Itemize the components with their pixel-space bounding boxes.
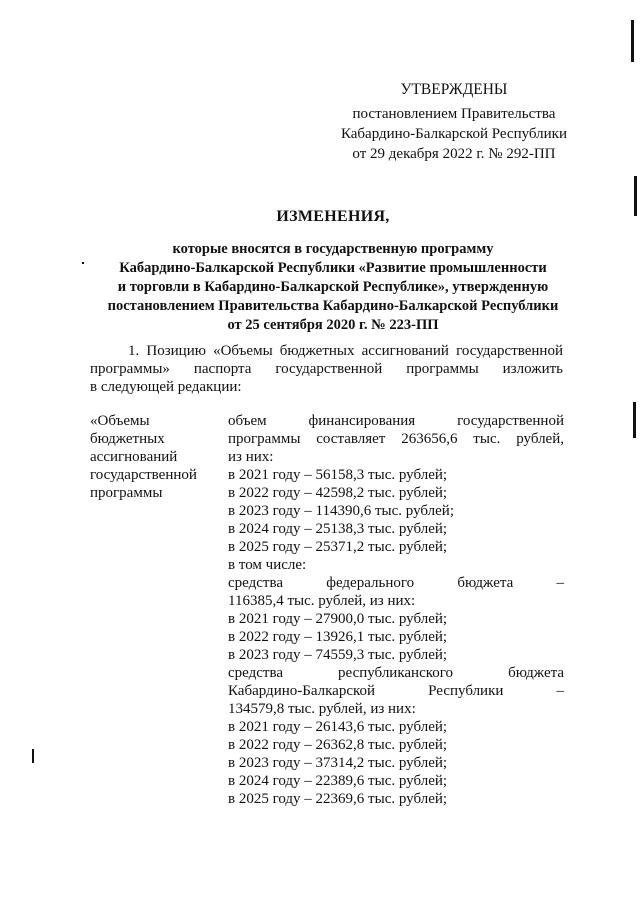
table-value-line: 116385,4 тыс. рублей, из них: xyxy=(228,593,416,609)
document-subtitle xyxy=(88,240,578,335)
subtitle-line: от 25 сентября 2020 г. № 223-ПП xyxy=(227,317,439,333)
table-value-line: в 2022 году – 42598,2 тыс. рублей; xyxy=(228,485,448,501)
table-value-line: в 2023 году – 37314,2 тыс. рублей; xyxy=(228,755,448,771)
approval-block xyxy=(341,80,567,164)
table-value-line: в 2021 году – 27900,0 тыс. рублей; xyxy=(228,611,448,627)
subtitle-line: постановлением Правительства Кабардино-Балкарской Республики xyxy=(107,298,559,314)
table-value-line: в том числе: xyxy=(228,557,307,573)
table-label-line: «Объемы xyxy=(90,413,150,429)
table-value-line: в 2025 году – 22369,6 тыс. рублей; xyxy=(228,791,448,807)
subtitle-line: которые вносятся в государственную программу xyxy=(172,241,494,257)
approval-line: от 29 декабря 2022 г. № 292-ПП xyxy=(352,146,556,162)
table-value-line: в 2021 году – 56158,3 тыс. рублей; xyxy=(228,467,448,483)
table-value-line: программы составляет 263656,6 тыс. рублей, xyxy=(228,431,564,447)
scan-margin-mark xyxy=(634,176,637,216)
table-value-line: 134579,8 тыс. рублей, из них: xyxy=(228,701,416,717)
paragraph-line: в следующей редакции: xyxy=(90,379,242,395)
table-value-line: в 2024 году – 25138,3 тыс. рублей; xyxy=(228,521,448,537)
table-value-line: в 2024 году – 22389,6 тыс. рублей; xyxy=(228,773,448,789)
table-value-line: в 2025 году – 25371,2 тыс. рублей; xyxy=(228,539,448,555)
table-value-line: средства республиканского бюджета xyxy=(228,665,564,681)
approval-line: постановлением Правительства xyxy=(352,106,556,122)
table-value-column xyxy=(228,412,564,808)
paragraph-line: программы» паспорта государственной программы изложить xyxy=(90,361,563,377)
table-value-line: объем финансирования государственной xyxy=(228,413,564,429)
subtitle-line: и торговли в Кабардино-Балкарской Республике», утвержденную xyxy=(117,279,549,295)
table-label-column xyxy=(90,412,220,502)
table-label-line: бюджетных xyxy=(90,431,165,447)
table-label-line: государственной xyxy=(90,467,197,483)
table-value-line: Кабардино-Балкарской Республики – xyxy=(228,683,564,699)
paragraph-line: 1. Позицию «Объемы бюджетных ассигнований государственной xyxy=(128,343,563,359)
scan-speck xyxy=(82,262,84,264)
approval-stamp: УТВЕРЖДЕНЫ xyxy=(400,81,508,98)
approval-line: Кабардино-Балкарской Республики xyxy=(340,126,567,142)
subtitle-line: Кабардино-Балкарской Республики «Развитие промышленности xyxy=(119,260,547,276)
table-label-line: программы xyxy=(90,485,163,501)
table-value-line: в 2023 году – 74559,3 тыс. рублей; xyxy=(228,647,448,663)
table-value-line: в 2021 году – 26143,6 тыс. рублей; xyxy=(228,719,448,735)
body-paragraph xyxy=(90,342,563,396)
table-value-line: в 2022 году – 26362,8 тыс. рублей; xyxy=(228,737,448,753)
table-value-line: в 2022 году – 13926,1 тыс. рублей; xyxy=(228,629,448,645)
document-heading xyxy=(88,208,578,335)
scan-margin-mark xyxy=(32,749,34,763)
scan-margin-mark xyxy=(633,402,636,438)
table-value-line: средства федерального бюджета – xyxy=(228,575,564,591)
table-value-line: из них: xyxy=(228,449,274,465)
document-title: ИЗМЕНЕНИЯ, xyxy=(276,208,390,225)
table-value-line: в 2023 году – 114390,6 тыс. рублей; xyxy=(228,503,454,519)
table-label-line: ассигнований xyxy=(90,449,178,465)
scan-margin-mark xyxy=(631,20,634,62)
